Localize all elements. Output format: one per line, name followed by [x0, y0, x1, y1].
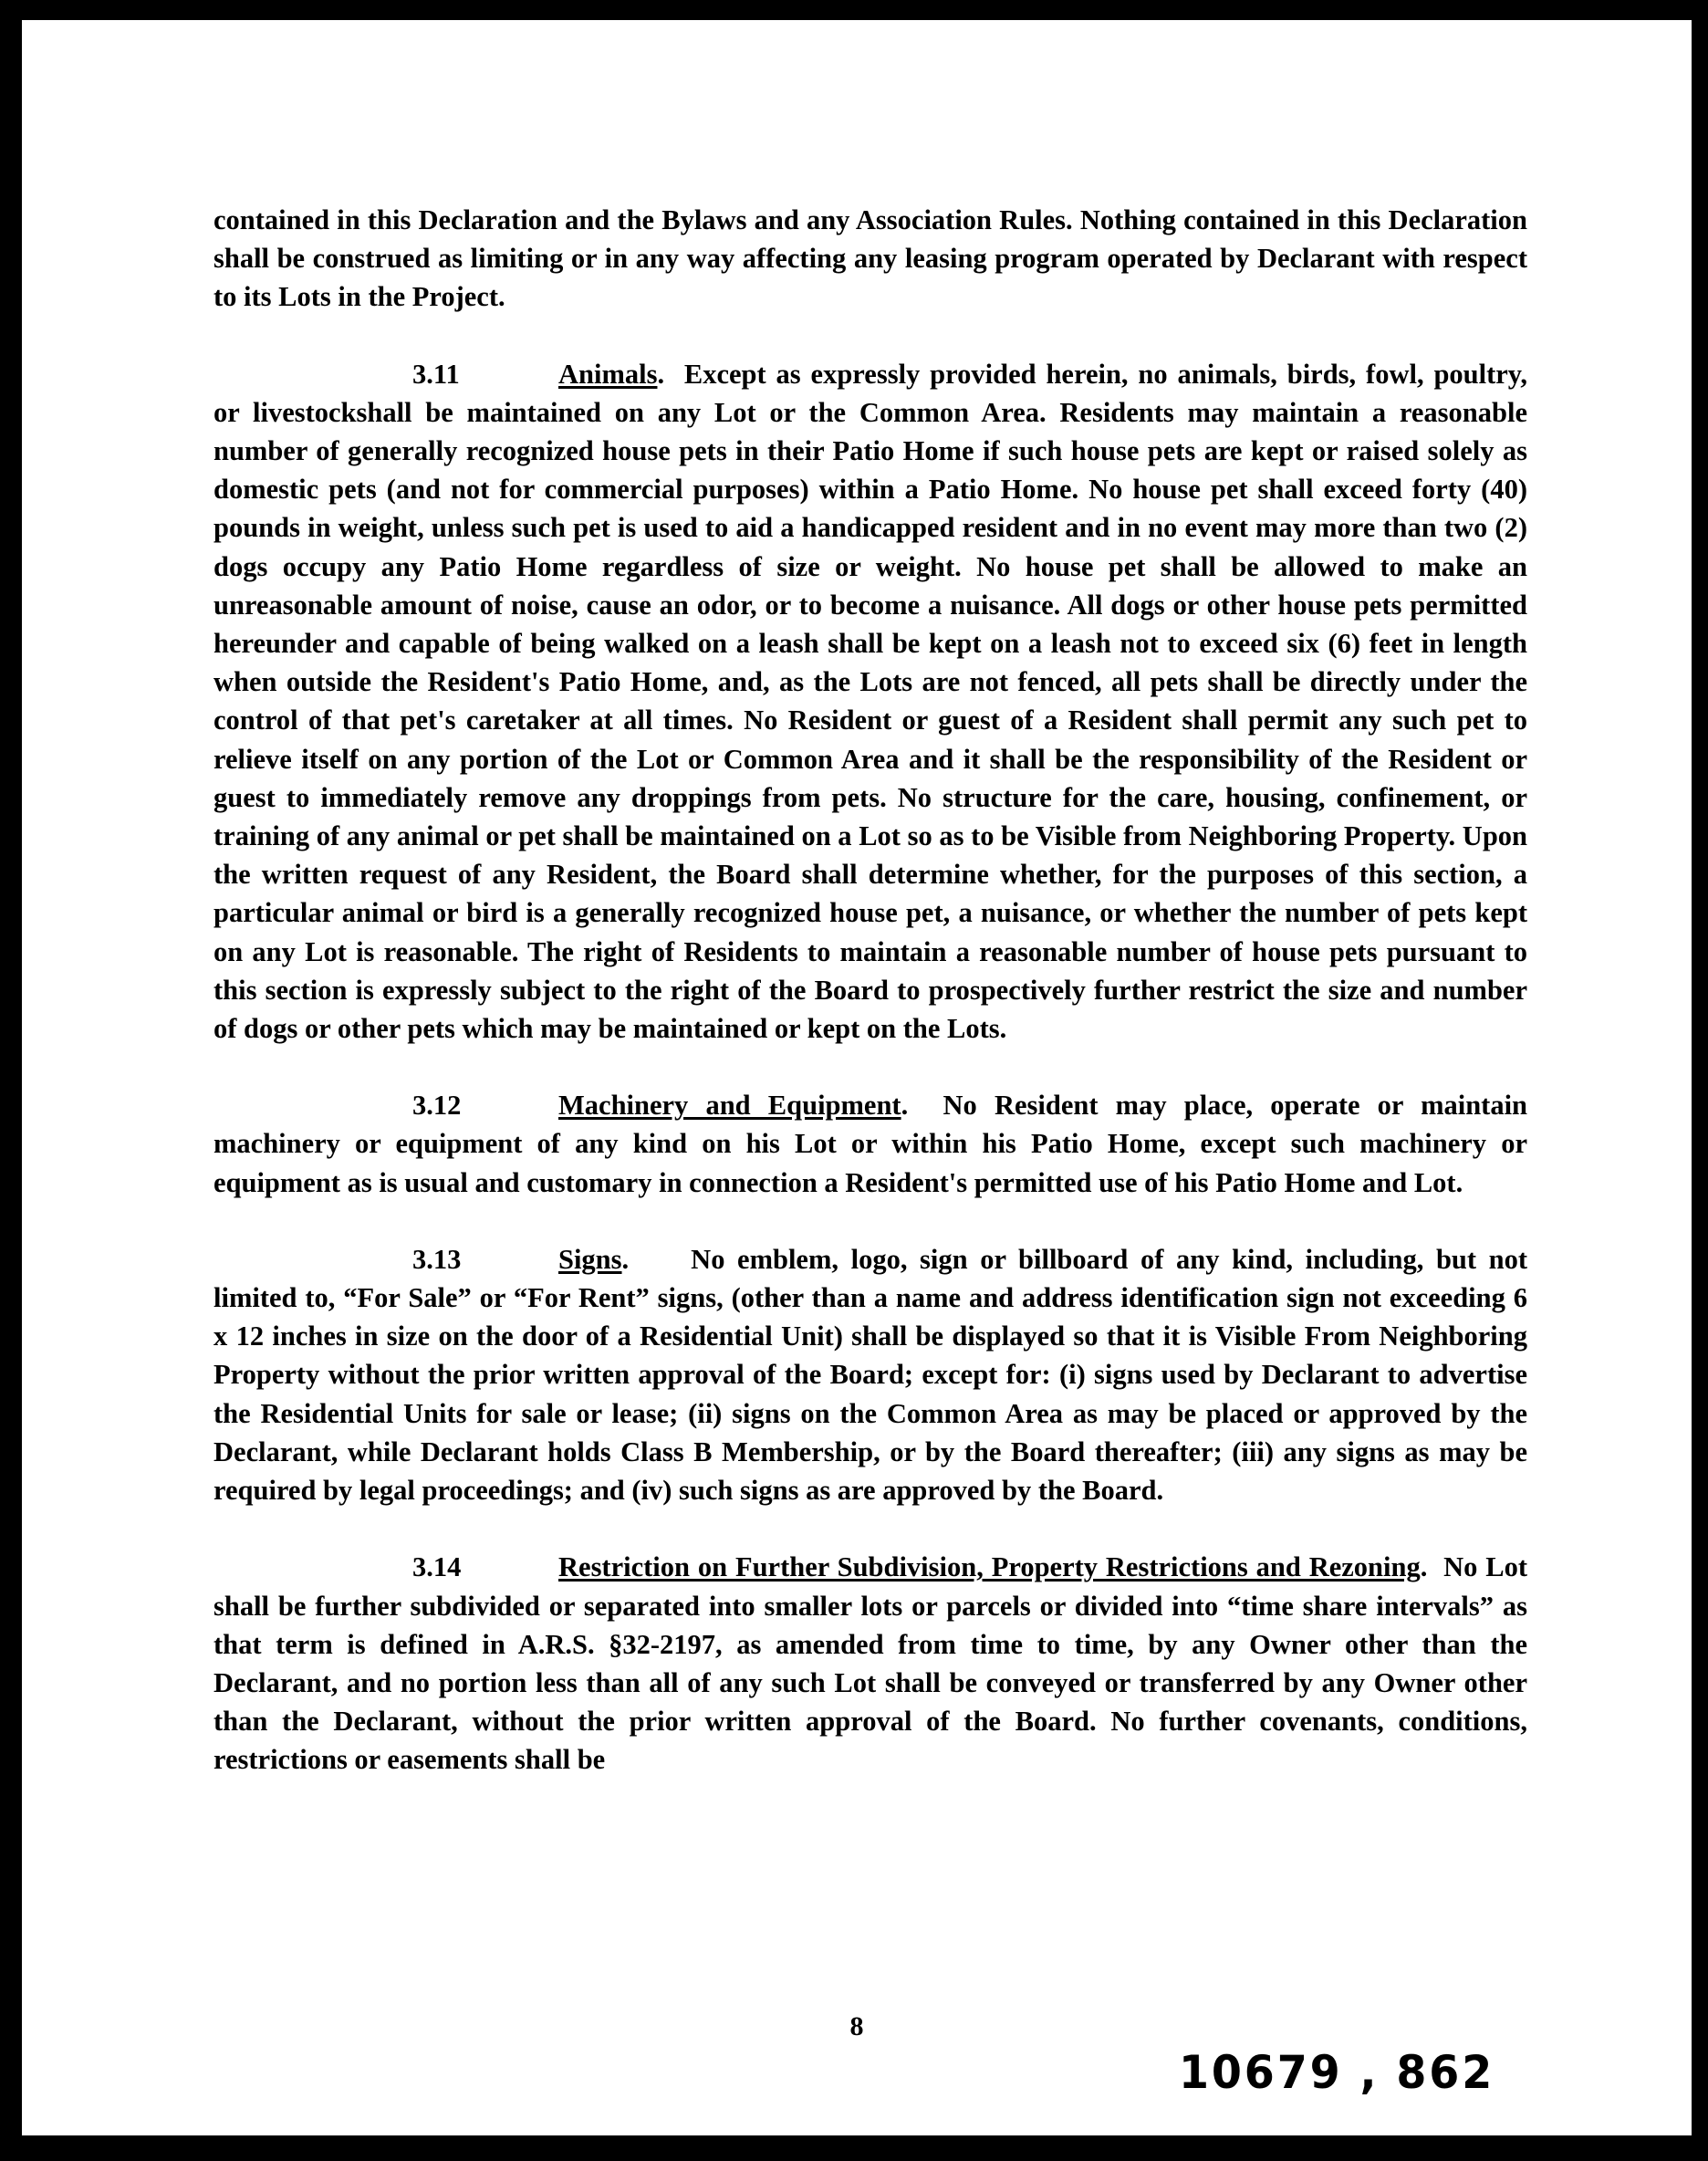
section-3-13: 3.13 Signs. No emblem, logo, sign or billboard of any kind, including, but not limited to, “For Sale” or “For Rent” signs, (other than a name and address identification sign not exceeding 6 x 12 inches in size on the door of a Residential Unit) shall be displayed so that it is Visible From Neighboring Property without the prior written approval of the Board; except for: (i) signs used by Declarant to advertise the Residential Units for sale or lease; (ii) signs on the Common Area as may be placed or approved by the Declarant, while Declarant holds Class B Membership, or by the Board thereafter; (iii) any signs as may be required by legal proceedings; and (iv) such signs as are approved by the Board.	[214, 1240, 1527, 1509]
section-number: 3.14	[412, 1551, 462, 1583]
recording-stamp: 10679 , 862	[1179, 2046, 1495, 2099]
section-3-11: 3.11 Animals. Except as expressly provided herein, no animals, birds, fowl, poultry, or livestockshall be maintained on any Lot or the Common Area. Residents may maintain a reasonable number of generally recognized house pets in their Patio Home if such house pets are kept or raised solely as domestic pets (and not for commercial purposes) within a Patio Home. No house pet shall exceed forty (40) pounds in weight, unless such pet is used to aid a handicapped resident and in no event may more than two (2) dogs occupy any Patio Home regardless of size or weight. No house pet shall be allowed to make an unreasonable amount of noise, cause an odor, or to become a nuisance. All dogs or other house pets permitted hereunder and capable of being walked on a leash shall be kept on a leash not to exceed six (6) feet in length when outside the Resident's Patio Home, and, as the Lots are not fenced, all pets shall be directly under the control of that pet's caretaker at all times. No Resident or guest of a Resident shall permit any such pet to relieve itself on any portion of the Lot or Common Area and it shall be the responsibility of the Resident or guest to immediately remove any droppings from pets. No structure for the care, housing, confinement, or training of any animal or pet shall be maintained on a Lot so as to be Visible from Neighboring Property. Upon the written request of any Resident, the Board shall determine whether, for the purposes of this section, a particular animal or bird is a generally recognized house pet, a nuisance, or whether the number of pets kept on any Lot is reasonable. The right of Residents to maintain a reasonable number of house pets pursuant to this section is expressly subject to the right of the Board to prospectively further restrict the size and number of dogs or other pets which may be maintained or kept on the Lots.	[214, 355, 1527, 1049]
stamp-book-number: 10679	[1179, 2046, 1343, 2099]
section-heading: Signs	[558, 1243, 622, 1275]
section-text: Except as expressly provided herein, no animals, birds, fowl, poultry, or livestockshall be maintained on any Lot or the Common Area. Residents may maintain a reasonable number of generally recognized house pets in their Patio Home if such house pets are kept or raised solely as domestic pets (and not for commercial purposes) within a Patio Home. No house pet shall exceed forty (40) pounds in weight, unless such pet is used to aid a handicapped resident and in no event may more than two (2) dogs occupy any Patio Home regardless of size or weight. No house pet shall be allowed to make an unreasonable amount of noise, cause an odor, or to become a nuisance. All dogs or other house pets permitted hereunder and capable of being walked on a leash shall be kept on a leash not to exceed six (6) feet in length when outside the Resident's Patio Home, and, as the Lots are not fenced, all pets shall be directly under the control of that pet's caretaker at all times. No Resident or guest of a Resident shall permit any such pet to relieve itself on any portion of the Lot or Common Area and it shall be the responsibility of the Resident or guest to immediately remove any droppings from pets. No structure for the care, housing, confinement, or training of any animal or pet shall be maintained on a Lot so as to be Visible from Neighboring Property. Upon the written request of any Resident, the Board shall determine whether, for the purposes of this section, a particular animal or bird is a generally recognized house pet, a nuisance, or whether the number of pets kept on any Lot is reasonable. The right of Residents to maintain a reasonable number of house pets pursuant to this section is expressly subject to the right of the Board to prospectively further restrict the size and number of dogs or other pets which may be maintained or kept on the Lots.	[214, 358, 1528, 1045]
document-page	[22, 20, 1692, 2135]
section-number: 3.13	[412, 1243, 462, 1275]
section-text: No Lot shall be further subdivided or separated into smaller lots or parcels or divided into “time share intervals” as that term is defined in A.R.S. §32-2197, as amended from time to time, by any Owner other than the Declarant, and no portion less than all of any such Lot shall be conveyed or transferred by any Owner other than the Declarant, without the prior written approval of the Board. No further covenants, conditions, restrictions or easements shall be	[214, 1551, 1527, 1776]
section-number: 3.11	[412, 358, 460, 390]
section-heading: Machinery and Equipment	[558, 1090, 901, 1122]
document-body	[214, 201, 1527, 1818]
section-heading: Animals	[558, 358, 658, 390]
section-text: No emblem, logo, sign or billboard of any kind, including, but not limited to, “For Sale” or “For Rent” signs, (other than a name and address identification sign not exceeding 6 x 12 inches in size on the door of a Residential Unit) shall be displayed so that it is Visible From Neighboring Property without the prior written approval of the Board; except for: (i) signs used by Declarant to advertise the Residential Units for sale or lease; (ii) signs on the Common Area as may be placed or approved by the Declarant, while Declarant holds Class B Membership, or by the Board thereafter; (iii) any signs as may be required by legal proceedings; and (iv) such signs as are approved by the Board.	[214, 1243, 1527, 1507]
stamp-page-number: 862	[1396, 2046, 1495, 2099]
section-3-12: 3.12 Machinery and Equipment. No Resident may place, operate or maintain machinery or equipment of any kind on his Lot or within his Patio Home, except such machinery or equipment as is usual and customary in connection a Resident's permitted use of his Patio Home and Lot.	[214, 1086, 1527, 1202]
intro-paragraph: contained in this Declaration and the Bylaws and any Association Rules. Nothing contained in this Declaration shall be construed as limiting or in any way affecting any leasing program operated by Declarant with respect to its Lots in the Project.	[214, 204, 1527, 313]
section-heading: Restriction on Further Subdivision, Property Restrictions and Rezoning	[558, 1551, 1421, 1583]
section-text: No Resident may place, operate or maintain machinery or equipment of any kind on his Lot or within his Patio Home, except such machinery or equipment as is usual and customary in connection a Resident's permitted use of his Patio Home and Lot.	[214, 1090, 1528, 1198]
section-3-14: 3.14 Restriction on Further Subdivision, Property Restrictions and Rezoning. No Lot shall be further subdivided or separated into smaller lots or parcels or divided into “time share intervals” as that term is defined in A.R.S. §32-2197, as amended from time to time, by any Owner other than the Declarant, and no portion less than all of any such Lot shall be conveyed or transferred by any Owner other than the Declarant, without the prior written approval of the Board. No further covenants, conditions, restrictions or easements shall be	[214, 1548, 1527, 1779]
section-number: 3.12	[412, 1090, 462, 1122]
page-number: 8	[849, 2011, 864, 2041]
